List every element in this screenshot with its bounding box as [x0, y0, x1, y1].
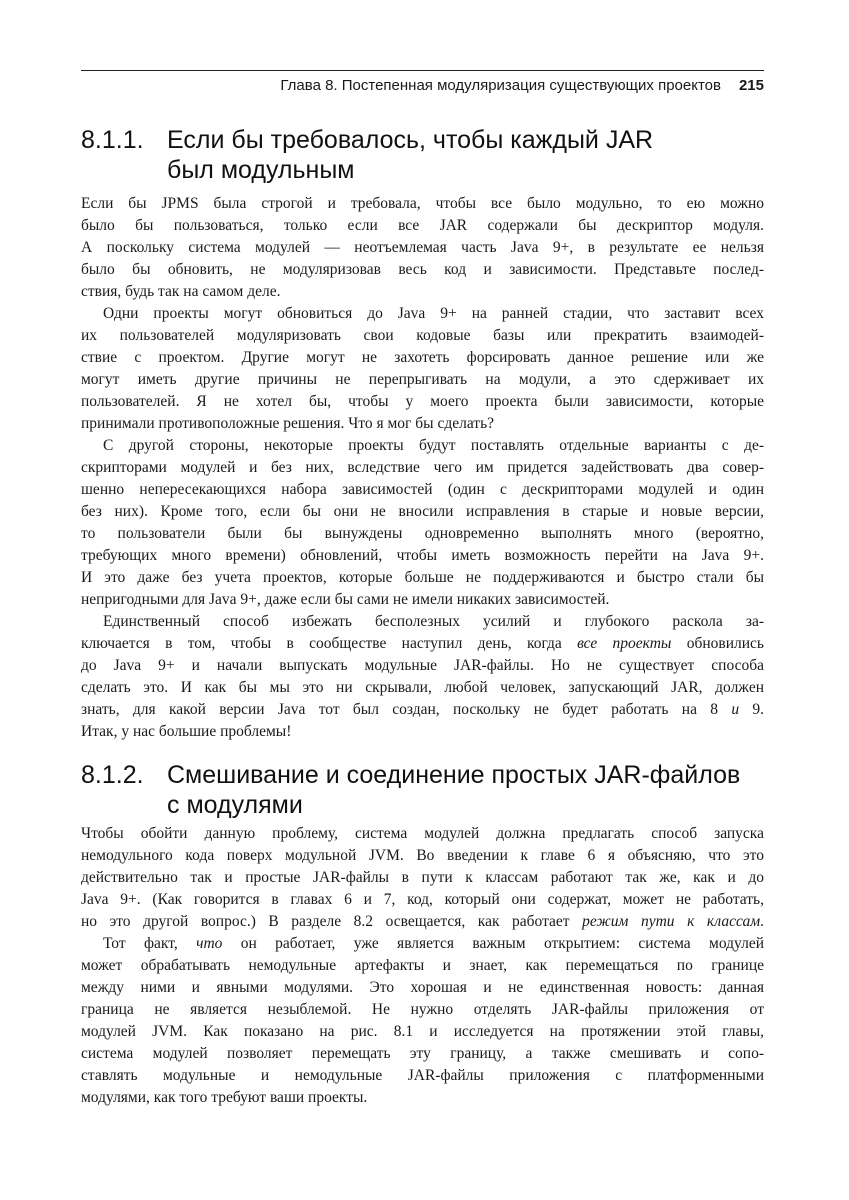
paragraph: [81, 611, 764, 743]
text-line: принимали противоположные решения. Что я мог бы сделать?: [81, 415, 495, 432]
text-line: скрипторами модулей и без них, вследствие чего им придется задействовать два совер-: [81, 459, 764, 476]
paragraph: [81, 933, 764, 1109]
section-number: 8.1.2.: [81, 761, 144, 789]
emphasis: все проекты: [577, 635, 672, 652]
text-run: обновились: [671, 635, 764, 652]
section-heading-8-1-1: [81, 125, 781, 185]
text-line: ставлять модульные и немодульные JAR-файлы приложения с платформенными: [81, 1067, 764, 1084]
text-line: Чтобы обойти данную проблему, система модулей должна предлагать способ запуска: [81, 825, 764, 842]
text-line: модулями, как того требуют ваши проекты.: [81, 1089, 368, 1106]
text-line: Одни проекты могут обновиться до Java 9+ на ранней стадии, что заставит всех: [103, 305, 764, 322]
text-line: требующих много времени) обновлений, чтобы иметь возможность перейти на Java 9+.: [81, 547, 764, 564]
text-line: их пользователей модуляризовать свои кодовые базы или прекратить взаимодей-: [81, 327, 764, 344]
section-title-line-1: Если бы требовалось, чтобы каждый JAR: [167, 126, 654, 154]
paragraph: [81, 823, 764, 933]
text-line: могут иметь другие причины не перепрыгивать на модули, а это сдерживает их: [81, 371, 764, 388]
header-rule: [81, 70, 764, 71]
section-title-line-2: с модулями: [167, 791, 303, 819]
text-line: И это даже без учета проектов, которые больше не поддерживаются и быстро стали бы: [81, 569, 764, 586]
text-line: без них). Кроме того, если бы они не вносили исправления в старые и новые версии,: [81, 503, 764, 520]
running-title: Глава 8. Постепенная модуляризация существующих проектов: [280, 77, 721, 94]
text-line: непригодными для Java 9+, даже если бы сами не имели никаких зависимостей.: [81, 591, 610, 608]
text-run: он работает, уже является важным открытием: система модулей: [222, 935, 764, 952]
text-run: ключается в том, чтобы в сообществе наступил день, когда: [81, 635, 578, 652]
text-line: действительно так и простые JAR-файлы в пути к классам работают так же, как и до: [81, 869, 764, 886]
text-line: между ними и явными модулями. Это хорошая и не единственная новость: данная: [81, 979, 764, 996]
text-line: пользователей. Я не хотел бы, чтобы у моего проекта были зависимости, которые: [81, 393, 764, 410]
emphasis: режим пути к классам: [582, 913, 761, 930]
text-line: [81, 699, 764, 721]
emphasis: что: [196, 935, 223, 952]
text-line: граница не является незыблемой. Не нужно отделять JAR-файлы приложения от: [81, 1001, 764, 1018]
section-title-line-1: Смешивание и соединение простых JAR-файлов: [167, 761, 741, 789]
text-run: но это другой вопрос.) В разделе 8.2 освещается, как работает: [81, 913, 583, 930]
text-line: модулей JVM. Как показано на рис. 8.1 и исследуется на протяжении этой главы,: [81, 1023, 764, 1040]
text-line: Java 9+. (Как говорится в главах 6 и 7, код, который они содержат, может не работать,: [81, 891, 764, 908]
text-line: ствия, будь так на самом деле.: [81, 283, 281, 300]
text-line: С другой стороны, некоторые проекты будут поставлять отдельные варианты с де-: [103, 437, 764, 454]
text-line: А поскольку система модулей — неотъемлемая часть Java 9+, в результате ее нельзя: [81, 239, 764, 256]
text-line: ствие с проектом. Другие могут не захотеть форсировать данное решение или же: [81, 349, 764, 366]
running-header: [81, 77, 764, 94]
paragraph: [81, 303, 764, 435]
text-line: [81, 911, 764, 933]
emphasis: и: [731, 701, 740, 718]
text-line: было бы обновить, не модуляризовав весь код и зависимости. Представьте послед-: [81, 261, 764, 278]
text-line: может обрабатывать немодульные артефакты и знает, как перемещаться по границе: [81, 957, 764, 974]
paragraph: [81, 193, 764, 303]
text-line: система модулей позволяет перемещать эту границу, а также смешивать и сопо-: [81, 1045, 764, 1062]
section-heading-8-1-2: [81, 760, 781, 820]
section-2-body: [81, 823, 764, 1109]
text-line: Единственный способ избежать бесполезных усилий и глубокого раскола за-: [103, 613, 764, 630]
text-line: Итак, у нас большие проблемы!: [81, 723, 292, 740]
section-number: 8.1.1.: [81, 126, 144, 154]
text-run: .: [760, 913, 764, 930]
text-line: до Java 9+ и начали выпускать модульные JAR-файлы. Но не существует способа: [81, 657, 764, 674]
section-title-line-2: был модульным: [167, 156, 355, 184]
paragraph: [81, 435, 764, 611]
page-number: 215: [738, 77, 764, 94]
text-line: немодульного кода поверх модульной JVM. Во введении к главе 6 я объясняю, что это: [81, 847, 764, 864]
text-run: Тот факт,: [103, 935, 197, 952]
text-line: Если бы JPMS была строгой и требовала, чтобы все было модульно, то ею можно: [81, 195, 764, 212]
text-line: [81, 933, 764, 955]
text-line: шенно непересекающихся набора зависимостей (один с дескрипторами модулей и один: [81, 481, 764, 498]
text-line: было бы пользоваться, только если все JAR содержали бы дескриптор модуля.: [81, 217, 764, 234]
section-1-body: [81, 193, 764, 743]
text-run: знать, для какой версии Java тот был создан, поскольку не будет работать на 8: [81, 701, 732, 718]
text-line: [81, 633, 764, 655]
text-line: сделать это. И как бы мы это ни скрывали, любой человек, запускающий JAR, должен: [81, 679, 764, 696]
text-run: 9.: [739, 701, 765, 718]
text-line: то пользователи были бы вынуждены одновременно выполнять много (вероятно,: [81, 525, 764, 542]
